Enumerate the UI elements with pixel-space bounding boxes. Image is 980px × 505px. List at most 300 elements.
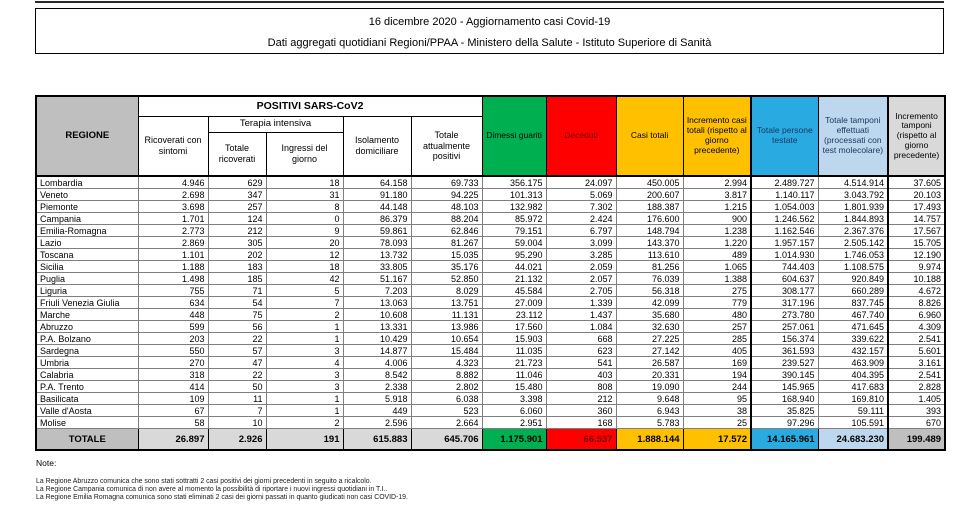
value-cell: 78.093 [343, 237, 411, 249]
value-cell: 779 [683, 297, 751, 309]
value-cell: 448 [138, 309, 208, 321]
value-cell: 54 [208, 297, 266, 309]
value-cell: 1.701 [138, 213, 208, 225]
value-cell: 33.805 [343, 261, 411, 273]
value-cell: 23.112 [482, 309, 546, 321]
note-line: La Regione Abruzzo comunica che sono stati sottratti 2 casi positivi dei giorni precedenti in seguito a ricalcolo. [36, 478, 372, 485]
value-cell: 47 [208, 357, 266, 369]
value-cell: 4.946 [138, 176, 208, 189]
value-cell: 393 [888, 405, 945, 417]
value-cell: 2.773 [138, 225, 208, 237]
value-cell: 88.204 [411, 213, 482, 225]
value-cell: 20 [266, 237, 343, 249]
value-cell: 1 [266, 405, 343, 417]
value-cell: 1.101 [138, 249, 208, 261]
top-rule [35, 1, 944, 3]
header-regione: REGIONE [36, 96, 138, 176]
table-row [36, 261, 945, 273]
totale-value-cell: 1.888.144 [616, 429, 683, 451]
value-cell: 2.541 [888, 369, 945, 381]
value-cell: 75 [208, 309, 266, 321]
value-cell: 1.188 [138, 261, 208, 273]
region-name-cell: Toscana [36, 249, 138, 261]
value-cell: 143.370 [616, 237, 683, 249]
value-cell: 6.060 [482, 405, 546, 417]
value-cell: 95 [683, 393, 751, 405]
value-cell: 10 [208, 417, 266, 429]
table-row [36, 345, 945, 357]
value-cell: 1.957.157 [751, 237, 818, 249]
value-cell: 2.705 [546, 285, 616, 297]
region-name-cell: Sardegna [36, 345, 138, 357]
header-casi-totali: Casi totali [616, 96, 683, 176]
value-cell: 2.059 [546, 261, 616, 273]
value-cell: 35.680 [616, 309, 683, 321]
header-positivi-group: POSITIVI SARS-CoV2 [138, 96, 482, 116]
value-cell: 14.757 [888, 213, 945, 225]
value-cell: 10.608 [343, 309, 411, 321]
value-cell: 85.972 [482, 213, 546, 225]
table-row [36, 297, 945, 309]
value-cell: 101.313 [482, 189, 546, 201]
value-cell: 480 [683, 309, 751, 321]
value-cell: 168 [546, 417, 616, 429]
value-cell: 1.162.546 [751, 225, 818, 237]
value-cell: 10.429 [343, 333, 411, 345]
value-cell: 37.605 [888, 176, 945, 189]
value-cell: 463.909 [818, 357, 888, 369]
table-row [36, 405, 945, 417]
value-cell: 27.142 [616, 345, 683, 357]
value-cell: 2.541 [888, 333, 945, 345]
value-cell: 755 [138, 285, 208, 297]
value-cell: 12.190 [888, 249, 945, 261]
region-name-cell: Molise [36, 417, 138, 429]
region-name-cell: Sicilia [36, 261, 138, 273]
value-cell: 360 [546, 405, 616, 417]
table-row [36, 249, 945, 261]
value-cell: 660.289 [818, 285, 888, 297]
value-cell: 599 [138, 321, 208, 333]
value-cell: 3.099 [546, 237, 616, 249]
value-cell: 4.672 [888, 285, 945, 297]
header-totale-attualmente-positivi: Totale attualmente positivi [411, 116, 482, 176]
value-cell: 0 [266, 213, 343, 225]
value-cell: 105.591 [818, 417, 888, 429]
value-cell: 1 [266, 321, 343, 333]
value-cell: 59.861 [343, 225, 411, 237]
value-cell: 4.006 [343, 357, 411, 369]
value-cell: 86.379 [343, 213, 411, 225]
value-cell: 18 [266, 176, 343, 189]
value-cell: 432.157 [818, 345, 888, 357]
value-cell: 38 [683, 405, 751, 417]
value-cell: 10.654 [411, 333, 482, 345]
value-cell: 1.220 [683, 237, 751, 249]
header-isolamento-domiciliare: Isolamento domiciliare [343, 116, 411, 176]
value-cell: 339.622 [818, 333, 888, 345]
value-cell: 1.054.003 [751, 201, 818, 213]
value-cell: 9 [266, 225, 343, 237]
value-cell: 52.850 [411, 273, 482, 285]
notes-title: Note: [36, 458, 57, 468]
totale-value-cell: 17.572 [683, 429, 751, 451]
value-cell: 109 [138, 393, 208, 405]
region-name-cell: Lazio [36, 237, 138, 249]
value-cell: 604.637 [751, 273, 818, 285]
value-cell: 523 [411, 405, 482, 417]
table-row [36, 237, 945, 249]
notes-section [36, 458, 736, 502]
region-name-cell: Campania [36, 213, 138, 225]
value-cell: 7 [266, 297, 343, 309]
totale-row [36, 429, 945, 451]
note-line: La Regione Campania comunica di non avere al momento la possibilità di riportare i nuovi ingressi quotidiani in T.I.. [36, 486, 388, 493]
value-cell: 1 [266, 333, 343, 345]
table-row [36, 357, 945, 369]
value-cell: 1.405 [888, 393, 945, 405]
value-cell: 64.158 [343, 176, 411, 189]
value-cell: 9.974 [888, 261, 945, 273]
value-cell: 808 [546, 381, 616, 393]
totale-value-cell: 2.926 [208, 429, 266, 451]
value-cell: 13.751 [411, 297, 482, 309]
value-cell: 257.061 [751, 321, 818, 333]
value-cell: 2.489.727 [751, 176, 818, 189]
value-cell: 4 [266, 357, 343, 369]
value-cell: 550 [138, 345, 208, 357]
value-cell: 35.176 [411, 261, 482, 273]
value-cell: 14.877 [343, 345, 411, 357]
value-cell: 623 [546, 345, 616, 357]
value-cell: 71 [208, 285, 266, 297]
value-cell: 56 [208, 321, 266, 333]
table-row [36, 381, 945, 393]
value-cell: 20.331 [616, 369, 683, 381]
value-cell: 3 [266, 381, 343, 393]
value-cell: 1.238 [683, 225, 751, 237]
value-cell: 200.607 [616, 189, 683, 201]
value-cell: 51.167 [343, 273, 411, 285]
header-persone-testate: Totale persone testate [751, 96, 818, 176]
value-cell: 17.493 [888, 201, 945, 213]
value-cell: 176.600 [616, 213, 683, 225]
value-cell: 194 [683, 369, 751, 381]
value-cell: 69.733 [411, 176, 482, 189]
table-row [36, 225, 945, 237]
value-cell: 17.560 [482, 321, 546, 333]
totale-value-cell: 615.883 [343, 429, 411, 451]
value-cell: 634 [138, 297, 208, 309]
value-cell: 20.103 [888, 189, 945, 201]
value-cell: 3.161 [888, 357, 945, 369]
value-cell: 668 [546, 333, 616, 345]
value-cell: 467.740 [818, 309, 888, 321]
value-cell: 404.395 [818, 369, 888, 381]
value-cell: 405 [683, 345, 751, 357]
region-name-cell: Liguria [36, 285, 138, 297]
value-cell: 9.648 [616, 393, 683, 405]
region-name-cell: Veneto [36, 189, 138, 201]
value-cell: 94.225 [411, 189, 482, 201]
value-cell: 4.323 [411, 357, 482, 369]
value-cell: 7.302 [546, 201, 616, 213]
region-name-cell: Abruzzo [36, 321, 138, 333]
value-cell: 67 [138, 405, 208, 417]
value-cell: 31 [266, 189, 343, 201]
value-cell: 1.084 [546, 321, 616, 333]
value-cell: 5.069 [546, 189, 616, 201]
value-cell: 356.175 [482, 176, 546, 189]
value-cell: 6.038 [411, 393, 482, 405]
value-cell: 2.802 [411, 381, 482, 393]
region-name-cell: P.A. Bolzano [36, 333, 138, 345]
value-cell: 317.196 [751, 297, 818, 309]
value-cell: 59.004 [482, 237, 546, 249]
value-cell: 212 [208, 225, 266, 237]
value-cell: 273.780 [751, 309, 818, 321]
header-terapia-group: Terapia intensiva [208, 116, 343, 132]
value-cell: 56.318 [616, 285, 683, 297]
value-cell: 449 [343, 405, 411, 417]
value-cell: 3.698 [138, 201, 208, 213]
value-cell: 8.029 [411, 285, 482, 297]
value-cell: 2.994 [683, 176, 751, 189]
value-cell: 920.849 [818, 273, 888, 285]
value-cell: 91.180 [343, 189, 411, 201]
header-incremento-casi: Incremento casi totali (rispetto al giorno precedente) [683, 96, 751, 176]
bulletin-date-title: 16 dicembre 2020 - Aggiornamento casi Covid-19 [368, 16, 611, 28]
value-cell: 124 [208, 213, 266, 225]
value-cell: 1.844.893 [818, 213, 888, 225]
covid-data-table [35, 95, 946, 451]
region-name-cell: Basilicata [36, 393, 138, 405]
value-cell: 6.943 [616, 405, 683, 417]
value-cell: 15.705 [888, 237, 945, 249]
value-cell: 132.982 [482, 201, 546, 213]
value-cell: 13.331 [343, 321, 411, 333]
table-row [36, 273, 945, 285]
totale-value-cell: 24.683.230 [818, 429, 888, 451]
table-row [36, 201, 945, 213]
value-cell: 13.986 [411, 321, 482, 333]
value-cell: 2.338 [343, 381, 411, 393]
value-cell: 27.225 [616, 333, 683, 345]
value-cell: 145.965 [751, 381, 818, 393]
value-cell: 185 [208, 273, 266, 285]
value-cell: 15.903 [482, 333, 546, 345]
value-cell: 5.918 [343, 393, 411, 405]
table-row [36, 321, 945, 333]
value-cell: 35.825 [751, 405, 818, 417]
value-cell: 95.290 [482, 249, 546, 261]
value-cell: 3.043.792 [818, 189, 888, 201]
value-cell: 7.203 [343, 285, 411, 297]
table-row [36, 393, 945, 405]
value-cell: 2.596 [343, 417, 411, 429]
value-cell: 44.148 [343, 201, 411, 213]
value-cell: 76.039 [616, 273, 683, 285]
table-row [36, 369, 945, 381]
value-cell: 1.339 [546, 297, 616, 309]
value-cell: 79.151 [482, 225, 546, 237]
value-cell: 62.846 [411, 225, 482, 237]
value-cell: 403 [546, 369, 616, 381]
table-row [36, 417, 945, 429]
value-cell: 10.188 [888, 273, 945, 285]
value-cell: 21.723 [482, 357, 546, 369]
value-cell: 26.587 [616, 357, 683, 369]
value-cell: 3.398 [482, 393, 546, 405]
value-cell: 2.951 [482, 417, 546, 429]
value-cell: 670 [888, 417, 945, 429]
value-cell: 2.869 [138, 237, 208, 249]
value-cell: 285 [683, 333, 751, 345]
value-cell: 2 [266, 417, 343, 429]
value-cell: 156.374 [751, 333, 818, 345]
value-cell: 3 [266, 345, 343, 357]
value-cell: 5.783 [616, 417, 683, 429]
value-cell: 42 [266, 273, 343, 285]
value-cell: 1 [266, 393, 343, 405]
region-name-cell: Valle d'Aosta [36, 405, 138, 417]
value-cell: 1.437 [546, 309, 616, 321]
value-cell: 81.256 [616, 261, 683, 273]
value-cell: 168.940 [751, 393, 818, 405]
value-cell: 7 [208, 405, 266, 417]
value-cell: 11 [208, 393, 266, 405]
table-row [36, 189, 945, 201]
value-cell: 17.567 [888, 225, 945, 237]
header-dimessi-guariti: Dimessi guariti [482, 96, 546, 176]
value-cell: 15.480 [482, 381, 546, 393]
header-deceduti: Deceduti [546, 96, 616, 176]
header-incremento-tamponi: Incremento tamponi (rispetto al giorno precedente) [888, 96, 945, 176]
value-cell: 417.683 [818, 381, 888, 393]
value-cell: 1.014.930 [751, 249, 818, 261]
value-cell: 59.111 [818, 405, 888, 417]
value-cell: 629 [208, 176, 266, 189]
region-name-cell: P.A. Trento [36, 381, 138, 393]
table-row [36, 285, 945, 297]
value-cell: 257 [683, 321, 751, 333]
value-cell: 25 [683, 417, 751, 429]
value-cell: 19.090 [616, 381, 683, 393]
value-cell: 3.285 [546, 249, 616, 261]
header-tamponi-effettuati: Totale tamponi effettuati (processati con test molecolare) [818, 96, 888, 176]
title-box [35, 8, 944, 54]
totale-value-cell: 14.165.961 [751, 429, 818, 451]
value-cell: 471.645 [818, 321, 888, 333]
totale-label-cell: TOTALE [36, 429, 138, 451]
value-cell: 837.745 [818, 297, 888, 309]
region-name-cell: Emilia-Romagna [36, 225, 138, 237]
value-cell: 169 [683, 357, 751, 369]
value-cell: 900 [683, 213, 751, 225]
table-body [36, 176, 945, 429]
table-row [36, 309, 945, 321]
value-cell: 3 [266, 369, 343, 381]
totale-value-cell: 645.706 [411, 429, 482, 451]
value-cell: 6.797 [546, 225, 616, 237]
value-cell: 97.296 [751, 417, 818, 429]
value-cell: 12 [266, 249, 343, 261]
totale-value-cell: 26.897 [138, 429, 208, 451]
header-ricoverati-sintomi: Ricoverati con sintomi [138, 116, 208, 176]
value-cell: 45.584 [482, 285, 546, 297]
value-cell: 32.630 [616, 321, 683, 333]
value-cell: 148.794 [616, 225, 683, 237]
value-cell: 318 [138, 369, 208, 381]
table-row [36, 333, 945, 345]
value-cell: 15.484 [411, 345, 482, 357]
value-cell: 414 [138, 381, 208, 393]
value-cell: 239.527 [751, 357, 818, 369]
value-cell: 212 [546, 393, 616, 405]
value-cell: 8.882 [411, 369, 482, 381]
value-cell: 305 [208, 237, 266, 249]
value-cell: 1.215 [683, 201, 751, 213]
note-line: La Regione Emilia Romagna comunica sono stati eliminati 2 casi dei giorni passati in quanto giudicati non casi COVID-19. [36, 494, 408, 501]
value-cell: 1.140.117 [751, 189, 818, 201]
totale-value-cell: 191 [266, 429, 343, 451]
value-cell: 244 [683, 381, 751, 393]
value-cell: 1.108.575 [818, 261, 888, 273]
value-cell: 6.960 [888, 309, 945, 321]
value-cell: 13.063 [343, 297, 411, 309]
region-name-cell: Friuli Venezia Giulia [36, 297, 138, 309]
value-cell: 13.732 [343, 249, 411, 261]
value-cell: 18 [266, 261, 343, 273]
value-cell: 1.746.053 [818, 249, 888, 261]
value-cell: 15.035 [411, 249, 482, 261]
value-cell: 257 [208, 201, 266, 213]
value-cell: 11.131 [411, 309, 482, 321]
value-cell: 2.367.376 [818, 225, 888, 237]
value-cell: 2 [266, 309, 343, 321]
value-cell: 2.505.142 [818, 237, 888, 249]
value-cell: 308.177 [751, 285, 818, 297]
value-cell: 58 [138, 417, 208, 429]
value-cell: 8 [266, 201, 343, 213]
region-name-cell: Puglia [36, 273, 138, 285]
value-cell: 48.103 [411, 201, 482, 213]
value-cell: 8.826 [888, 297, 945, 309]
bulletin-subtitle: Dati aggregati quotidiani Regioni/PPAA - Ministero della Salute - Istituto Superiore di Sanità [267, 37, 712, 49]
value-cell: 183 [208, 261, 266, 273]
value-cell: 361.593 [751, 345, 818, 357]
table-row [36, 176, 945, 189]
totale-value-cell: 66.537 [546, 429, 616, 451]
value-cell: 347 [208, 189, 266, 201]
value-cell: 4.309 [888, 321, 945, 333]
value-cell: 1.498 [138, 273, 208, 285]
value-cell: 3.817 [683, 189, 751, 201]
value-cell: 202 [208, 249, 266, 261]
value-cell: 1.246.562 [751, 213, 818, 225]
value-cell: 5 [266, 285, 343, 297]
value-cell: 2.664 [411, 417, 482, 429]
value-cell: 24.097 [546, 176, 616, 189]
value-cell: 11.035 [482, 345, 546, 357]
value-cell: 8.542 [343, 369, 411, 381]
value-cell: 270 [138, 357, 208, 369]
value-cell: 27.009 [482, 297, 546, 309]
value-cell: 57 [208, 345, 266, 357]
value-cell: 22 [208, 369, 266, 381]
value-cell: 11.046 [482, 369, 546, 381]
header-totale-ricoverati: Totale ricoverati [208, 132, 266, 176]
